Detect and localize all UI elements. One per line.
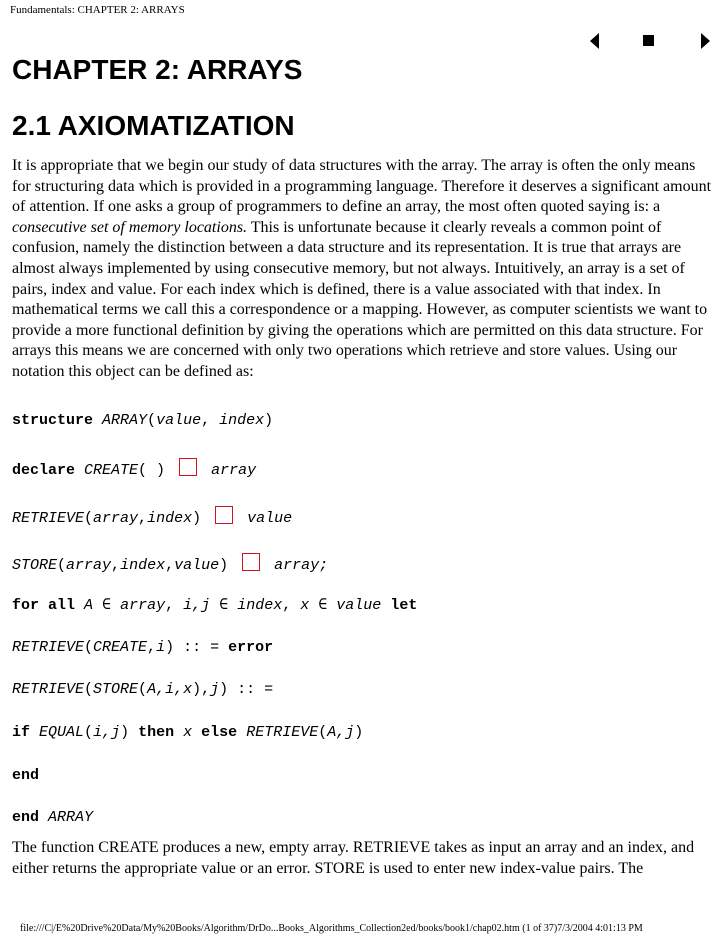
code-identifier: A,j [327, 724, 355, 741]
code-identifier: value [156, 412, 202, 429]
code-line-store-signature [12, 553, 328, 576]
code-identifier: CREATE [84, 462, 139, 479]
closing-paragraph: The function CREATE produces a new, empty array. RETRIEVE takes as input an array and an index, and either returns the appropriate value or an error. STORE is used to enter new index-value pairs. The [12, 839, 695, 877]
code-keyword: else [201, 724, 238, 741]
code-punct: ) [219, 557, 229, 574]
code-keyword: let [390, 597, 418, 614]
code-punct: ( [138, 681, 148, 698]
code-punct: ∈ [309, 597, 337, 614]
code-punct: ), [192, 681, 211, 698]
code-keyword: structure [12, 412, 94, 429]
code-identifier: i,j [93, 724, 121, 741]
code-identifier: array; [274, 557, 329, 574]
code-punct: , [282, 597, 301, 614]
previous-page-icon[interactable] [585, 30, 607, 52]
code-punct: ( [84, 724, 94, 741]
code-line-declare [12, 458, 256, 481]
code-identifier: array [93, 510, 139, 527]
code-punct: ) :: = [165, 639, 229, 656]
code-identifier: array [120, 597, 166, 614]
code-punct: ∈ [210, 597, 238, 614]
code-identifier: array [66, 557, 112, 574]
code-punct: , [138, 510, 148, 527]
code-keyword: declare [12, 462, 76, 479]
code-punct: ( [84, 639, 94, 656]
missing-symbol-box-icon [179, 458, 197, 476]
code-punct: , [111, 557, 121, 574]
code-identifier: i [156, 639, 166, 656]
code-identifier: RETRIEVE [12, 639, 85, 656]
code-identifier: RETRIEVE [12, 510, 85, 527]
code-identifier: value [247, 510, 293, 527]
document-header-title: Fundamentals: CHAPTER 2: ARRAYS [10, 4, 185, 16]
intro-paragraph [12, 156, 712, 383]
code-punct: ) [120, 724, 130, 741]
intro-emphasis: consecutive set of memory locations. [12, 218, 248, 236]
code-identifier: j [210, 681, 220, 698]
code-punct: ( ) [138, 462, 166, 479]
code-punct: ) [264, 412, 274, 429]
code-identifier: CREATE [93, 639, 148, 656]
missing-symbol-box-icon [215, 506, 233, 524]
code-punct: ( [318, 724, 328, 741]
code-keyword: end [12, 767, 40, 784]
intro-text-part2: This is unfortunate because it clearly reveals a common point of confusion, namely the distinction between a data structure and its representation. It is true that arrays are almost always implemented by using consecutive memory, but not always. Intuitively, an array is a set of pairs, index and value. For each index which is defined, there is a value associated with that index. In mathematical terms we call this a correspondence or a mapping. However, as computer scientists we want to provide a more functional definition by giving the operations which are permitted on this data structure. For arrays this means we are concerned with only two operations which retrieve and store values. Using our notation this object can be defined as: [12, 218, 708, 380]
code-punct: , [147, 639, 157, 656]
code-line-retrieve-store [12, 680, 273, 700]
code-identifier: index [237, 597, 283, 614]
code-identifier: ARRAY [102, 412, 148, 429]
missing-symbol-box-icon [242, 553, 260, 571]
code-punct: , [201, 412, 220, 429]
code-line-if-equal [12, 723, 363, 743]
intro-text-part1: It is appropriate that we begin our study of data structures with the array. The array is often the only means for structuring data which is provided in a programming language. Therefore it deserves a significant amount of attention. If one asks a group of programmers to define an array, the most often quoted saying is: a [12, 157, 712, 216]
code-line-structure [12, 411, 273, 431]
code-line-retrieve-signature [12, 506, 292, 529]
code-punct: ( [84, 510, 94, 527]
code-keyword: end [12, 809, 40, 826]
code-identifier: index [219, 412, 265, 429]
document-body [12, 52, 712, 383]
code-identifier: STORE [93, 681, 139, 698]
code-line-retrieve-create [12, 638, 273, 658]
code-identifier: RETRIEVE [246, 724, 319, 741]
code-identifier: EQUAL [39, 724, 85, 741]
code-punct: ( [84, 681, 94, 698]
code-identifier: index [147, 510, 193, 527]
code-identifier: array [211, 462, 257, 479]
stop-square-icon[interactable] [637, 30, 659, 52]
code-identifier: x [300, 597, 310, 614]
code-keyword: error [228, 639, 274, 656]
code-keyword: then [138, 724, 175, 741]
code-keyword: if [12, 724, 31, 741]
code-punct: ) :: = [219, 681, 274, 698]
code-identifier: STORE [12, 557, 58, 574]
code-punct: ( [147, 412, 157, 429]
code-line-end [12, 766, 39, 786]
code-punct: ( [57, 557, 67, 574]
code-punct: , [165, 557, 175, 574]
code-identifier: value [174, 557, 220, 574]
code-identifier: A [84, 597, 94, 614]
code-punct: ) [192, 510, 202, 527]
chapter-title: CHAPTER 2: ARRAYS [12, 54, 303, 85]
code-identifier: x [183, 724, 193, 741]
next-page-icon[interactable] [693, 30, 715, 52]
navigation-bar [585, 30, 715, 52]
code-keyword: for all [12, 597, 76, 614]
section-title: 2.1 AXIOMATIZATION [12, 110, 295, 141]
code-identifier: value [336, 597, 382, 614]
code-line-for-all [12, 596, 417, 616]
code-punct: , [165, 597, 184, 614]
code-identifier: index [120, 557, 166, 574]
code-punct: ∈ [93, 597, 121, 614]
footer-file-path: file:///C|/E%20Drive%20Data/My%20Books/Algorithm/DrDo...Books_Algorithms_Collection2ed/books/book1/chap02.htm (1 of 37)7/3/2004 4:01:13 PM [20, 923, 643, 934]
code-punct: ) [354, 724, 364, 741]
code-identifier: A,i,x [147, 681, 193, 698]
code-identifier: RETRIEVE [12, 681, 85, 698]
code-identifier: ARRAY [48, 809, 94, 826]
code-identifier: i,j [183, 597, 211, 614]
code-line-end-array [12, 808, 93, 828]
